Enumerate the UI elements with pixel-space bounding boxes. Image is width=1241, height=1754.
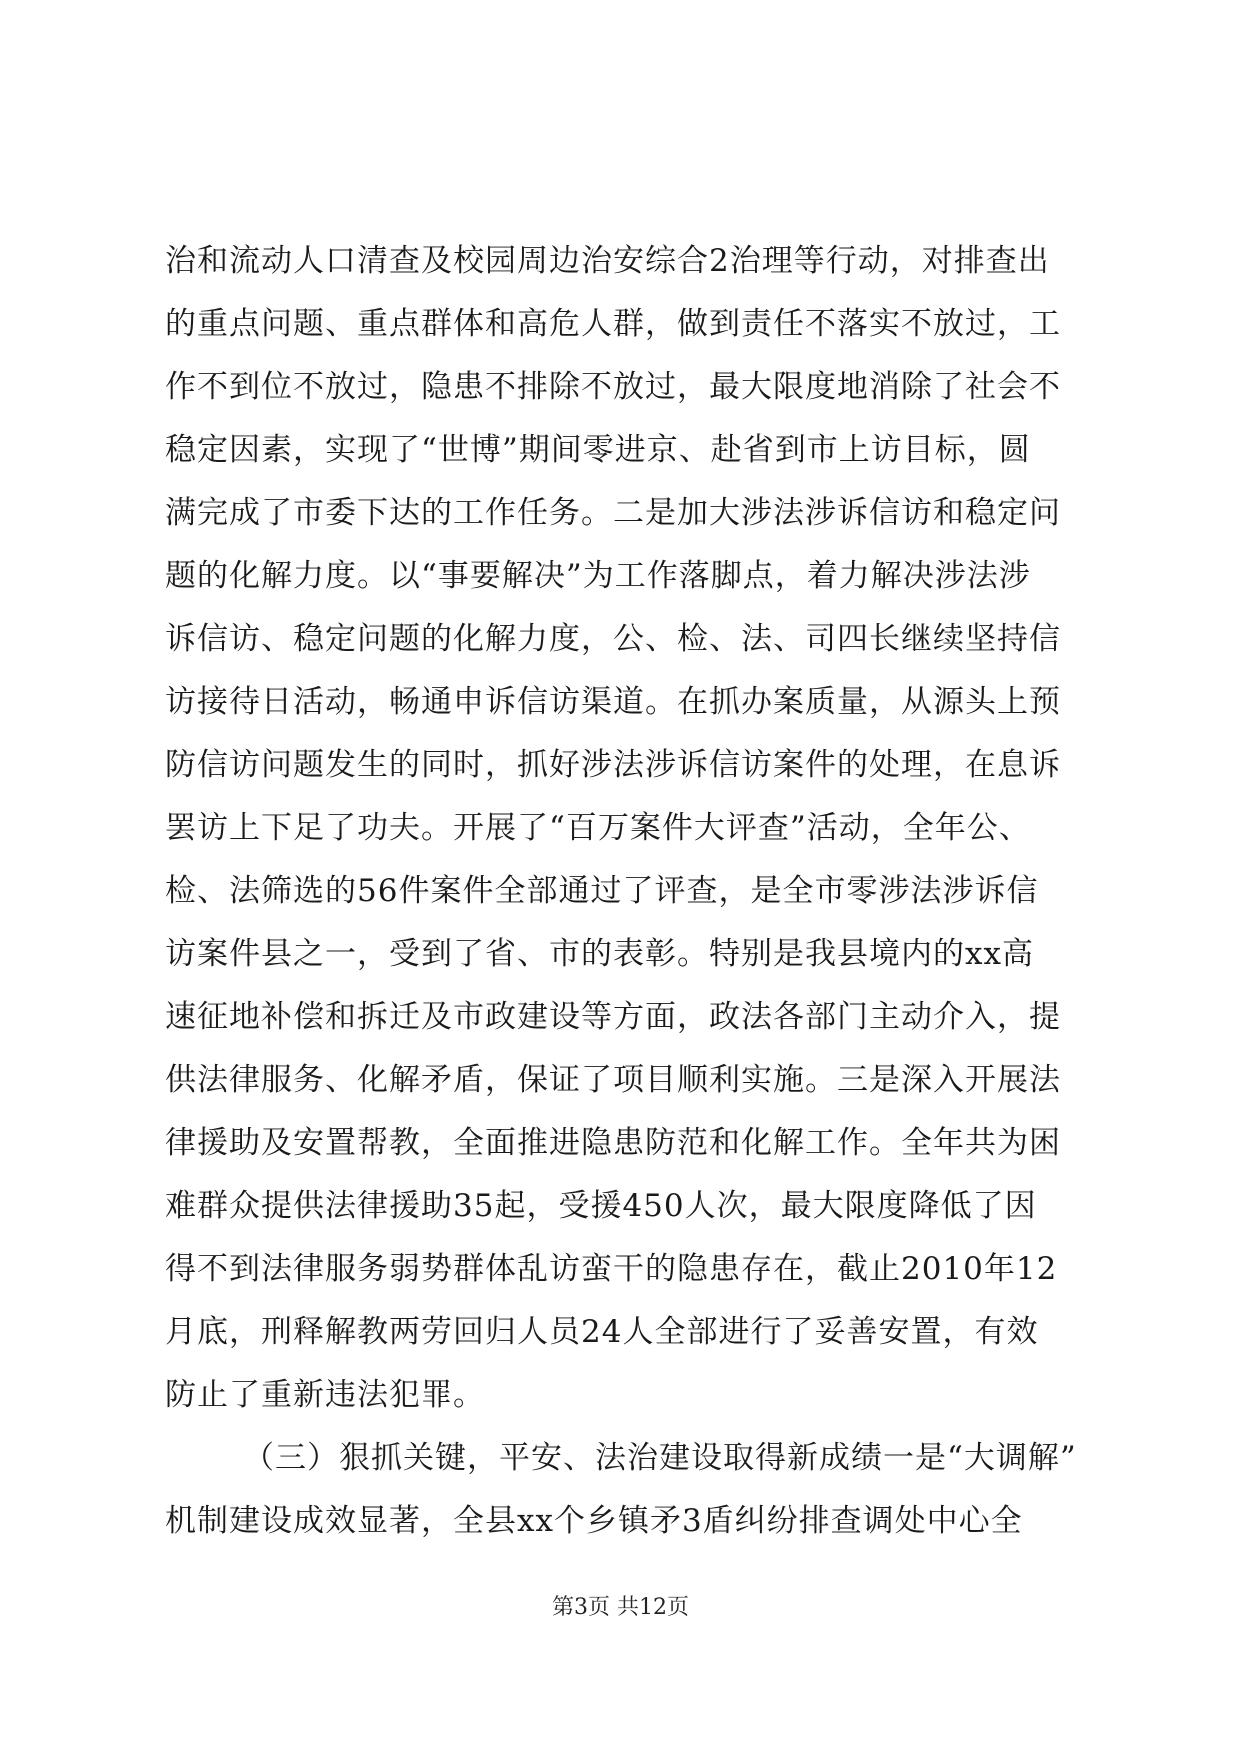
text-line: 检、法筛选的56件案件全部通过了评查，是全市零涉法涉诉信: [165, 873, 1039, 909]
text-line: 防止了重新违法犯罪。: [165, 1377, 485, 1413]
text-line: 机制建设成效显著，全县xx个乡镇矛3盾纠纷排查调处中心全: [165, 1503, 1023, 1539]
body-text: [165, 230, 1085, 1553]
section-heading-line: （三）狠抓关键，平安、法治建设取得新成绩一是“大调解”: [243, 1440, 1077, 1476]
text-line: 诉信访、稳定问题的化解力度，公、检、法、司四长继续坚持信: [165, 621, 1061, 657]
text-line: 满完成了市委下达的工作任务。二是加大涉法涉诉信访和稳定问: [165, 495, 1061, 531]
text-line: 作不到位不放过，隐患不排除不放过，最大限度地消除了社会不: [165, 369, 1061, 405]
text-line: 题的化解力度。以“事要解决”为工作落脚点，着力解决涉法涉: [165, 558, 1031, 594]
text-line: 供法律服务、化解矛盾，保证了项目顺利实施。三是深入开展法: [165, 1062, 1061, 1098]
text-line: 律援助及安置帮教，全面推进隐患防范和化解工作。全年共为困: [165, 1125, 1061, 1161]
text-line: 得不到法律服务弱势群体乱访蛮干的隐患存在，截止2010年12: [165, 1251, 1058, 1287]
text-line: 访案件县之一，受到了省、市的表彰。特别是我县境内的xx高: [165, 936, 1034, 972]
text-line: 防信访问题发生的同时，抓好涉法涉诉信访案件的处理，在息诉: [165, 747, 1061, 783]
text-line: 访接待日活动，畅通申诉信访渠道。在抓办案质量，从源头上预: [165, 684, 1061, 720]
text-line: 治和流动人口清查及校园周边治安综合2治理等行动，对排查出: [165, 243, 1050, 279]
text-line: 稳定因素，实现了“世博”期间零进京、赴省到市上访目标，圆: [165, 432, 1031, 468]
text-line: 难群众提供法律援助35起，受援450人次，最大限度降低了因: [165, 1188, 1037, 1224]
text-line: 的重点问题、重点群体和高危人群，做到责任不落实不放过，工: [165, 306, 1061, 342]
page-footer: 第3页 共12页: [552, 1595, 689, 1620]
text-line: 月底，刑释解教两劳回归人员24人全部进行了妥善安置，有效: [165, 1314, 1039, 1350]
text-line: 罢访上下足了功夫。开展了“百万案件大评查”活动，全年公、: [165, 810, 1031, 846]
text-line: 速征地补偿和拆迁及市政建设等方面，政法各部门主动介入，提: [165, 999, 1061, 1035]
